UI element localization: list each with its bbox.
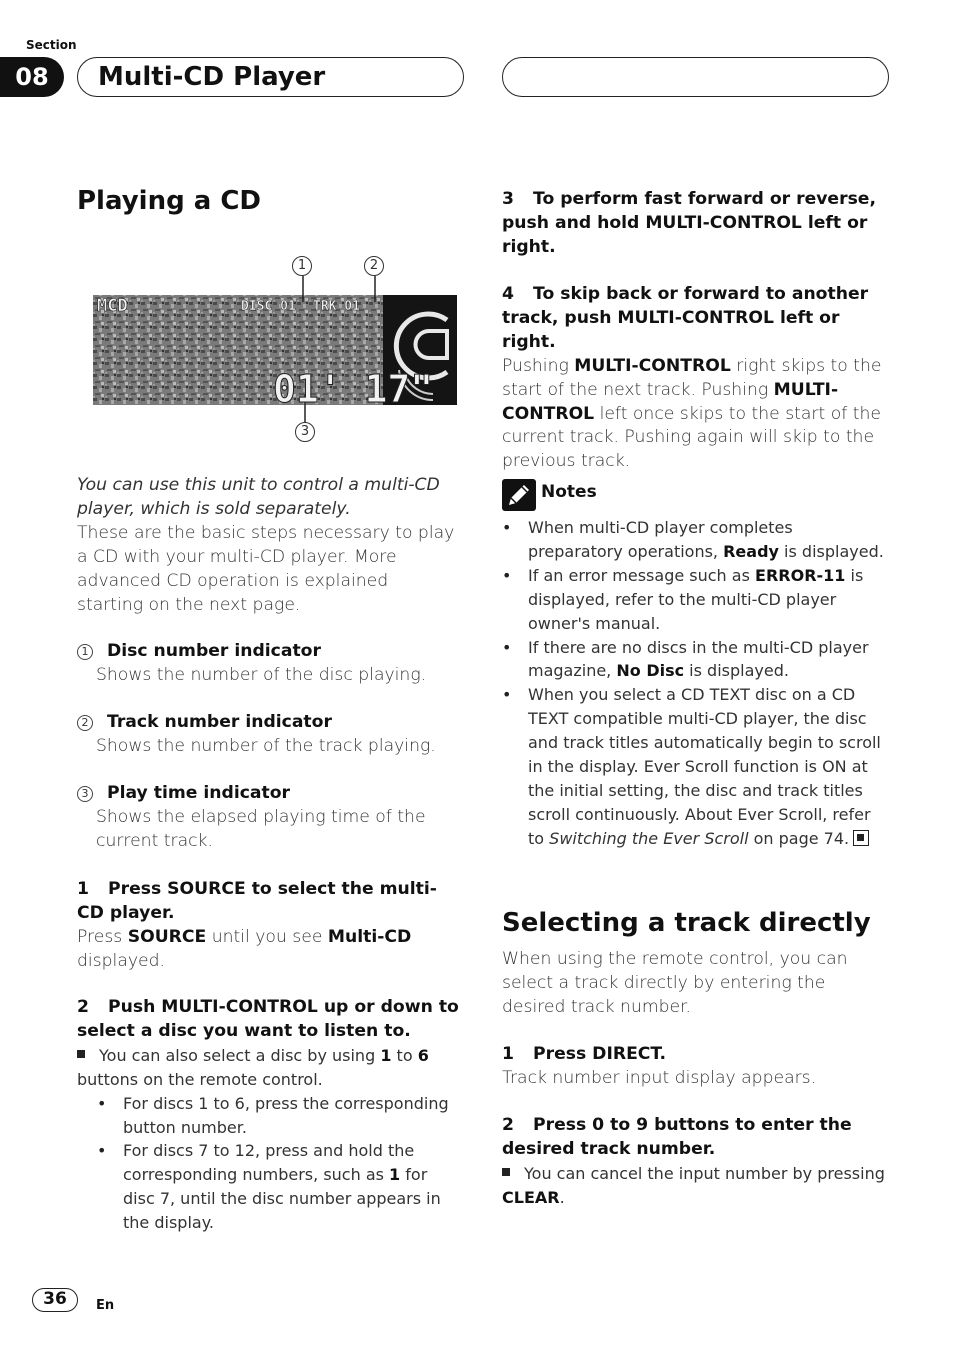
intro-block	[77, 474, 459, 617]
lcd-time-text: 01' 17"	[273, 367, 434, 411]
lcd-mode-text: MCD	[97, 296, 128, 316]
step-4-number: 4	[502, 284, 514, 304]
square-bullet-icon	[502, 1168, 510, 1176]
indicator-1-title: Disc number indicator	[107, 641, 321, 661]
notes-label: Notes	[541, 482, 597, 502]
step-2-bullet-1: • For discs 1 to 6, press the corresponding button number.	[97, 1092, 459, 1140]
direct-step-2-title: Press 0 to 9 buttons to enter the desired track number.	[502, 1115, 852, 1159]
indicator-2-desc: Shows the number of the track playing.	[96, 735, 436, 756]
indicator-2-title: Track number indicator	[107, 712, 332, 732]
step-4-desc: Pushing MULTI-CONTROL right skips to the start of the next track. Pushing MULTI-CONTROL left once skips to the start of the current track. Pushing again will skip to the previous track.	[502, 355, 882, 472]
direct-step-2	[502, 1114, 890, 1210]
indicator-3-desc: Shows the elapsed playing time of the current track.	[96, 806, 426, 851]
callout-1: 1	[292, 256, 312, 276]
section-label: Section	[26, 38, 77, 52]
direct-step-1-number: 1	[502, 1044, 514, 1064]
notes-list	[502, 516, 890, 851]
step-3	[502, 188, 890, 260]
callout-2: 2	[364, 256, 384, 276]
note-2: • If an error message such as ERROR-11 is displayed, refer to the multi-CD player owner's manual.	[502, 564, 890, 636]
notes-pencil-icon	[502, 479, 536, 511]
step-2	[77, 996, 459, 1235]
direct-step-1	[502, 1043, 890, 1091]
indicator-1-number: 1	[77, 644, 93, 660]
note-3: • If there are no discs in the multi-CD player magazine, No Disc is displayed.	[502, 636, 890, 684]
step-2-note: You can also select a disc by using 1 to 6 buttons on the remote control.	[77, 1045, 429, 1089]
section-title: Multi-CD Player	[98, 62, 326, 92]
indicator-2-number: 2	[77, 715, 93, 731]
intro-2: When using the remote control, you can select a track directly by entering the desired track number.	[502, 949, 848, 1017]
language-label: En	[96, 1298, 115, 1313]
lcd-track-text: TRK 01	[313, 299, 360, 314]
lcd-disc-text: DISC 01	[241, 299, 296, 314]
end-mark-icon	[853, 830, 869, 846]
lcd-display-svg	[93, 254, 457, 440]
step-1-number: 1	[77, 879, 89, 899]
header-empty-box	[502, 57, 889, 97]
step-2-number: 2	[77, 997, 89, 1017]
page-number: 36	[32, 1288, 78, 1312]
step-2-bullet-2: • For discs 7 to 12, press and hold the corresponding numbers, such as 1 for disc 7, until the disc number appears in the display.	[97, 1139, 459, 1235]
step-1-title: Press SOURCE to select the multi-CD player.	[77, 879, 437, 923]
note-4: • When you select a CD TEXT disc on a CD TEXT compatible multi-CD player, the disc and track titles automatically begin to scroll in the display. Ever Scroll function is ON at the initial setting, the disc and track titles scroll continuously. About Ever Scroll, refer to Switching the Ever Scroll on page 74.	[502, 683, 890, 850]
indicator-3-number: 3	[77, 786, 93, 802]
heading-playing-a-cd: Playing a CD	[77, 186, 262, 216]
step-4-title: To skip back or forward to another track, push MULTI-CONTROL left or right.	[502, 284, 869, 352]
step-3-title: To perform fast forward or reverse, push and hold MULTI-CONTROL left or right.	[502, 189, 876, 257]
step-1-desc: Press SOURCE until you see Multi-CD displayed.	[77, 926, 412, 971]
intro-italic: You can use this unit to control a multi-CD player, which is sold separately.	[77, 475, 440, 519]
direct-step-1-title: Press DIRECT.	[533, 1044, 667, 1064]
section-number-badge: 08	[0, 57, 64, 97]
indicator-3-title: Play time indicator	[107, 783, 291, 803]
direct-step-2-note: You can cancel the input number by pressing CLEAR.	[502, 1163, 885, 1207]
indicator-1-desc: Shows the number of the disc playing.	[96, 664, 427, 685]
indicator-1	[77, 640, 459, 688]
step-1	[77, 878, 459, 974]
note-1: • When multi-CD player completes preparatory operations, Ready is displayed.	[502, 516, 890, 564]
step-2-title: Push MULTI-CONTROL up or down to select a disc you want to listen to.	[77, 997, 459, 1041]
indicator-3	[77, 782, 459, 854]
direct-step-1-desc: Track number input display appears.	[502, 1067, 817, 1088]
step-4	[502, 283, 890, 474]
indicator-2	[77, 711, 459, 759]
step-2-bullets	[77, 1092, 459, 1235]
intro-body: These are the basic steps necessary to play a CD with your multi-CD player. More advanced CD operation is explained starting on the next page.	[77, 522, 455, 615]
heading-selecting-track: Selecting a track directly	[502, 908, 871, 938]
direct-step-2-number: 2	[502, 1115, 514, 1135]
cd-display-illustration	[93, 254, 457, 440]
step-3-number: 3	[502, 189, 514, 209]
square-bullet-icon	[77, 1050, 85, 1058]
callout-3: 3	[295, 422, 315, 442]
